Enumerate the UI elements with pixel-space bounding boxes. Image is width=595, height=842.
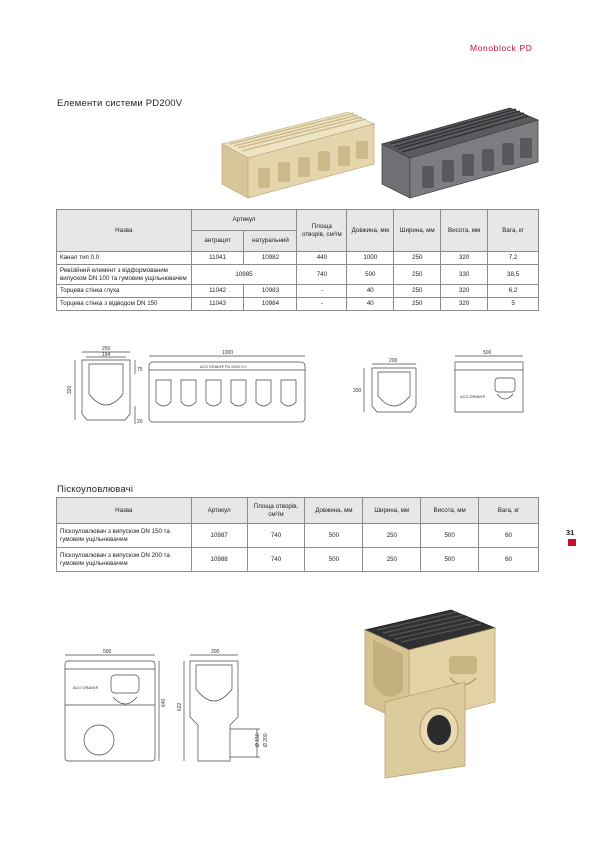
col-name: Назва	[57, 210, 192, 252]
system-elements-table	[56, 209, 539, 311]
cell-height: 500	[421, 548, 479, 572]
sand-trap-section-drawing	[184, 655, 260, 761]
col-area: Площа отворів, см²/м	[247, 498, 305, 524]
cell-name: Ревізійний елемент з відформованим випуском DN 100 та гумовим ущільнювачем	[57, 264, 192, 285]
dim-320: 320	[67, 385, 73, 394]
table-row	[57, 264, 539, 285]
dim-200: 200	[211, 649, 220, 655]
col-area: Площа отворів, см²/м	[297, 210, 347, 252]
cell-height: 320	[441, 252, 488, 265]
channel-cross-section-drawing	[75, 352, 135, 424]
cell-height: 320	[441, 285, 488, 298]
cell-name: Піскоуловлювач з випуском DN 150 та гумовим ущільнювачем	[57, 524, 192, 548]
col-length: Довжина, мм	[305, 498, 363, 524]
cell-length: 40	[347, 285, 394, 298]
cell-article-anthracite: 11042	[191, 285, 244, 298]
sand-trap-front-drawing	[65, 655, 159, 761]
col-width: Ширина, мм	[363, 498, 421, 524]
cell-height: 330	[441, 264, 488, 285]
cell-length: 500	[305, 548, 363, 572]
cell-height: 320	[441, 298, 488, 311]
cell-area: 440	[297, 252, 347, 265]
cell-length: 1000	[347, 252, 394, 265]
system-technical-drawings	[55, 344, 545, 434]
inspection-side-drawing	[455, 356, 523, 412]
col-article: Артикул	[191, 210, 297, 231]
cell-length: 40	[347, 298, 394, 311]
sand-traps-table	[56, 497, 539, 572]
channel-natural-image	[218, 106, 378, 201]
dim-250: 250	[102, 346, 111, 352]
dim-194: 194	[102, 352, 111, 358]
page-marker	[568, 539, 576, 546]
cell-area: 740	[247, 548, 305, 572]
cell-area: -	[297, 285, 347, 298]
cell-length: 500	[347, 264, 394, 285]
dim-500: 500	[483, 350, 492, 356]
dim-500: 500	[103, 649, 112, 655]
dim-330: 330	[353, 388, 362, 394]
col-weight: Вага, кг	[479, 498, 539, 524]
cell-weight: 60	[479, 524, 539, 548]
col-article: Артикул	[191, 498, 247, 524]
dim-640: 640	[161, 698, 167, 707]
dim-200: 200	[389, 358, 398, 364]
cell-width: 250	[394, 298, 441, 311]
dim-d150: Ø 150	[255, 733, 261, 747]
col-length: Довжина, мм	[347, 210, 394, 252]
col-name: Назва	[57, 498, 192, 524]
cell-height: 500	[421, 524, 479, 548]
cell-weight: 5	[488, 298, 539, 311]
channel-label: ACO DRAIN® PD 200V 0.0	[200, 365, 247, 369]
col-article-natural: натуральний	[244, 231, 297, 252]
cell-width: 250	[394, 264, 441, 285]
cell-width: 250	[394, 252, 441, 265]
dim-1000: 1000	[222, 350, 234, 356]
dim-622: 622	[177, 702, 183, 711]
cell-weight: 7,2	[488, 252, 539, 265]
sand-trap-image	[355, 606, 500, 781]
cell-article: 10985	[191, 264, 297, 285]
section-title-system: Елементи системи PD200V	[57, 98, 183, 109]
section-title-sand-traps: Піскоуловлювачі	[57, 484, 134, 495]
cell-length: 500	[305, 524, 363, 548]
col-height: Висота, мм	[441, 210, 488, 252]
cell-article: 10987	[191, 524, 247, 548]
cell-area: 740	[247, 524, 305, 548]
cell-name: Торцева стінка з відводом DN 150	[57, 298, 192, 311]
dim-75: 75	[137, 367, 143, 373]
col-weight: Вага, кг	[488, 210, 539, 252]
dim-20: 20	[137, 419, 143, 425]
sand-trap-technical-drawings	[55, 645, 285, 770]
cell-weight: 38,5	[488, 264, 539, 285]
cell-article-natural: 10983	[244, 285, 297, 298]
brand-title: Monoblock PD	[470, 43, 533, 53]
cell-article-natural: 10984	[244, 298, 297, 311]
logo-text: ACO DRAIN®	[460, 394, 486, 399]
cell-weight: 6,2	[488, 285, 539, 298]
col-height: Висота, мм	[421, 498, 479, 524]
table-row	[57, 524, 539, 548]
inspection-cross-section-drawing	[364, 364, 416, 412]
logo-text: ACO DRAIN®	[73, 685, 99, 690]
cell-weight: 60	[479, 548, 539, 572]
page-number: 31	[566, 528, 575, 537]
table-row	[57, 285, 539, 298]
cell-area: 740	[297, 264, 347, 285]
cell-article-natural: 10982	[244, 252, 297, 265]
cell-name: Канал тип 0.0	[57, 252, 192, 265]
dim-d200: Ø 200	[263, 733, 269, 747]
cell-article: 10988	[191, 548, 247, 572]
cell-width: 250	[363, 548, 421, 572]
table-row	[57, 252, 539, 265]
col-article-anthracite: антрацит	[191, 231, 244, 252]
cell-article-anthracite: 11043	[191, 298, 244, 311]
table-row	[57, 298, 539, 311]
cell-width: 250	[363, 524, 421, 548]
cell-name: Піскоуловлювач з випуском DN 200 та гумовим ущільнювачем	[57, 548, 192, 572]
cell-area: -	[297, 298, 347, 311]
channel-anthracite-image	[378, 102, 543, 202]
cell-article-anthracite: 11041	[191, 252, 244, 265]
cell-width: 250	[394, 285, 441, 298]
table-row	[57, 548, 539, 572]
col-width: Ширина, мм	[394, 210, 441, 252]
cell-name: Торцева стінка глуха	[57, 285, 192, 298]
